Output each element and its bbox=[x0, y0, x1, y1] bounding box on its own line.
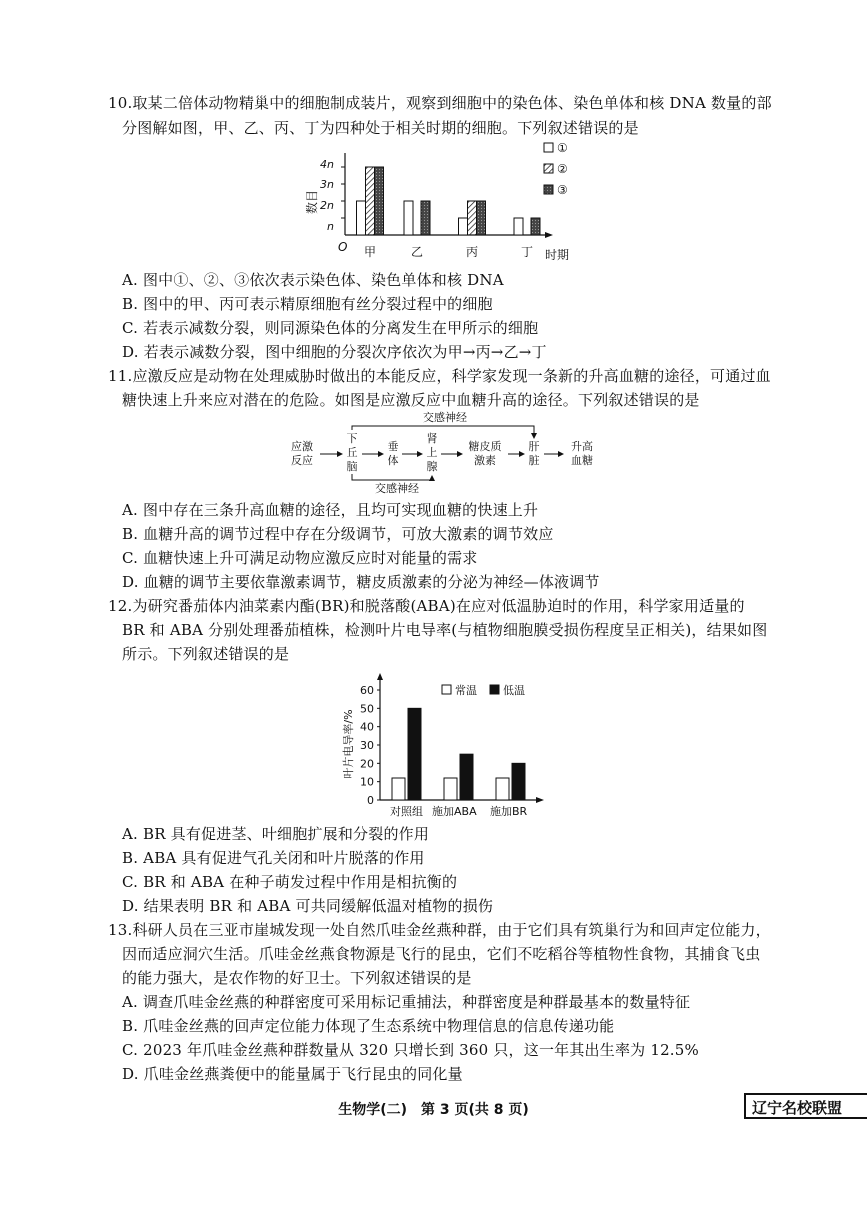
ytick-60: 60 bbox=[360, 684, 374, 697]
q10-option-b: B. 图中的甲、丙可表示精原细胞有丝分裂过程中的细胞 bbox=[122, 295, 493, 313]
q12-stem-line2: BR 和 ABA 分别处理番茄植株，检测叶片电导率(与植物细胞膜受损伤程度呈正相关)，结果如图 bbox=[122, 621, 768, 639]
bar-施加BR-低温 bbox=[512, 763, 525, 800]
y-axis-label: 叶片电导率/% bbox=[342, 709, 355, 779]
node-glucocorticoid-1: 糖皮质 bbox=[468, 440, 502, 453]
ytick-n: n bbox=[327, 220, 334, 233]
node-hypothalamus-2: 丘 bbox=[346, 446, 358, 459]
q10-stem-line2: 分图解如图，甲、乙、丙、丁为四种处于相关时期的细胞。下列叙述错误的是 bbox=[122, 119, 639, 137]
bar-丙-dark bbox=[477, 201, 486, 235]
q12-option-a: A. BR 具有促进茎、叶细胞扩展和分裂的作用 bbox=[122, 825, 430, 843]
node-adrenal-3: 腺 bbox=[426, 460, 438, 473]
q12-stem-line1: 12.为研究番茄体内油菜素内酯(BR)和脱落酸(ABA)在应对低温胁迫时的作用，科学家用适量的 bbox=[108, 597, 745, 615]
q11-option-c: C. 血糖快速上升可满足动物应激反应时对能量的需求 bbox=[122, 549, 478, 567]
xtick-yi: 乙 bbox=[410, 245, 424, 259]
node-hypothalamus-3: 脑 bbox=[346, 460, 358, 473]
bar-施加BR-常温 bbox=[496, 778, 509, 800]
bar-乙-white bbox=[404, 201, 413, 235]
node-adrenal-2: 上 bbox=[426, 446, 438, 459]
q13-stem-line3: 的能力强大，是农作物的好卫士。下列叙述错误的是 bbox=[122, 969, 472, 987]
q13-option-d: D. 爪哇金丝燕粪便中的能量属于飞行昆虫的同化量 bbox=[122, 1065, 463, 1083]
y-axis-label: 数目 bbox=[305, 189, 319, 215]
node-liver-2: 脏 bbox=[528, 454, 540, 467]
chart-q12 bbox=[340, 672, 570, 822]
q10-option-d: D. 若表示减数分裂，图中细胞的分裂次序依次为甲→丙→乙→丁 bbox=[122, 343, 547, 361]
q13-stem-line1: 13.科研人员在三亚市崖城发现一处自然爪哇金丝燕种群，由于它们具有筑巢行为和回声定位能力， bbox=[108, 921, 771, 939]
bar-丁-dark bbox=[531, 218, 540, 235]
q11-stem-line2: 糖快速上升来应对潜在的危险。如图是应激反应中血糖升高的途径。下列叙述错误的是 bbox=[122, 391, 700, 409]
bar-对照组-低温 bbox=[408, 708, 421, 800]
q12-option-b: B. ABA 具有促进气孔关闭和叶片脱落的作用 bbox=[122, 849, 425, 867]
ytick-10: 10 bbox=[360, 775, 374, 789]
page-footer: 生物学(二) 第 3 页(共 8 页) bbox=[338, 1102, 529, 1118]
xtick-br: 施加BR bbox=[490, 805, 528, 818]
xtick-control: 对照组 bbox=[390, 805, 423, 818]
node-adrenal-1: 肾 bbox=[426, 432, 438, 445]
diagram-q11 bbox=[280, 408, 610, 498]
ytick-0: 0 bbox=[367, 794, 374, 807]
legend-swatch-normal bbox=[442, 685, 451, 694]
node-stress-l1: 应激 bbox=[291, 440, 313, 453]
chart-q10 bbox=[300, 138, 620, 266]
q11-stem-line1: 11.应激反应是动物在处理威胁时做出的本能反应，科学家发现一条新的升高血糖的途径，可通过血 bbox=[108, 367, 771, 385]
bar-丙-white bbox=[459, 218, 468, 235]
q11-option-a: A. 图中存在三条升高血糖的途径，且均可实现血糖的快速上升 bbox=[122, 501, 539, 519]
xtick-aba: 施加ABA bbox=[432, 805, 477, 818]
node-blood-sugar-2: 血糖 bbox=[571, 454, 593, 467]
legend-label-1: ① bbox=[557, 141, 568, 155]
ytick-2n: 2n bbox=[320, 199, 334, 212]
bar-丁-white bbox=[514, 218, 523, 235]
q10-option-c: C. 若表示减数分裂，则同源染色体的分离发生在甲所示的细胞 bbox=[122, 319, 539, 337]
xtick-jia: 甲 bbox=[363, 245, 377, 259]
legend-label-2: ② bbox=[557, 162, 568, 176]
q11-option-d: D. 血糖的调节主要依靠激素调节，糖皮质激素的分泌为神经—体液调节 bbox=[122, 573, 600, 591]
bar-施加ABA-低温 bbox=[460, 754, 473, 800]
bar-甲-dark bbox=[375, 167, 384, 235]
q13-option-a: A. 调查爪哇金丝燕的种群密度可采用标记重捕法，种群密度是种群最基本的数量特征 bbox=[122, 993, 691, 1011]
node-pituitary-1: 垂 bbox=[387, 440, 399, 453]
bar-施加ABA-常温 bbox=[444, 778, 457, 800]
legend-swatch-cold bbox=[490, 685, 499, 694]
ytick-40: 40 bbox=[360, 720, 374, 734]
node-pituitary-2: 体 bbox=[387, 454, 399, 467]
x-axis-arrow bbox=[545, 232, 553, 238]
q13-option-c: C. 2023 年爪哇金丝燕种群数量从 320 只增长到 360 只，这一年其出生率为 12.5% bbox=[122, 1041, 699, 1059]
q11-option-b: B. 血糖升高的调节过程中存在分级调节，可放大激素的调节效应 bbox=[122, 525, 554, 543]
xtick-ding: 丁 bbox=[520, 245, 534, 259]
ytick-50: 50 bbox=[360, 702, 374, 716]
q10-stem-line1: 10.取某二倍体动物精巢中的细胞制成装片，观察到细胞中的染色体、染色单体和核 DNA 数量的部 bbox=[108, 94, 772, 112]
league-stamp: 辽宁名校联盟 bbox=[744, 1093, 867, 1119]
ytick-30: 30 bbox=[360, 739, 374, 752]
legend-swatch-2 bbox=[544, 164, 553, 173]
node-stress-l2: 反应 bbox=[291, 454, 313, 467]
q13-option-b: B. 爪哇金丝燕的回声定位能力体现了生态系统中物理信息的信息传递功能 bbox=[122, 1017, 615, 1035]
q10-option-a: A. 图中①、②、③依次表示染色体、染色单体和核 DNA bbox=[122, 271, 504, 289]
legend-swatch-3 bbox=[544, 185, 553, 194]
label-sympathetic-top: 交感神经 bbox=[423, 411, 467, 424]
bar-乙-dark bbox=[421, 201, 430, 235]
q12-stem-line3: 所示。下列叙述错误的是 bbox=[122, 645, 290, 663]
ytick-4n: 4n bbox=[320, 158, 334, 171]
node-blood-sugar-1: 升高 bbox=[571, 440, 593, 453]
bar-甲-hatched bbox=[366, 167, 375, 235]
node-glucocorticoid-2: 激素 bbox=[474, 454, 496, 467]
q12-option-c: C. BR 和 ABA 在种子萌发过程中作用是相抗衡的 bbox=[122, 873, 458, 891]
legend-label-normal: 常温 bbox=[455, 684, 477, 697]
node-liver-1: 肝 bbox=[528, 440, 540, 453]
bar-对照组-常温 bbox=[392, 778, 405, 800]
bar-甲-white bbox=[357, 201, 366, 235]
legend-label-cold: 低温 bbox=[503, 684, 525, 697]
legend-label-3: ③ bbox=[557, 183, 568, 197]
node-hypothalamus-1: 下 bbox=[346, 432, 358, 445]
ytick-3n: 3n bbox=[320, 178, 334, 191]
q12-option-d: D. 结果表明 BR 和 ABA 可共同缓解低温对植物的损伤 bbox=[122, 897, 494, 915]
ytick-20: 20 bbox=[360, 757, 374, 771]
bar-丙-hatched bbox=[468, 201, 477, 235]
legend-swatch-1 bbox=[544, 143, 553, 152]
label-sympathetic-bottom: 交感神经 bbox=[375, 482, 419, 495]
origin-label: O bbox=[338, 240, 348, 254]
xtick-bing: 丙 bbox=[465, 245, 479, 259]
x-axis-label: 时期 bbox=[545, 248, 570, 262]
q13-stem-line2: 因而适应洞穴生活。爪哇金丝燕食物源是飞行的昆虫，它们不吃稻谷等植物性食物，其捕食飞虫 bbox=[122, 945, 761, 963]
